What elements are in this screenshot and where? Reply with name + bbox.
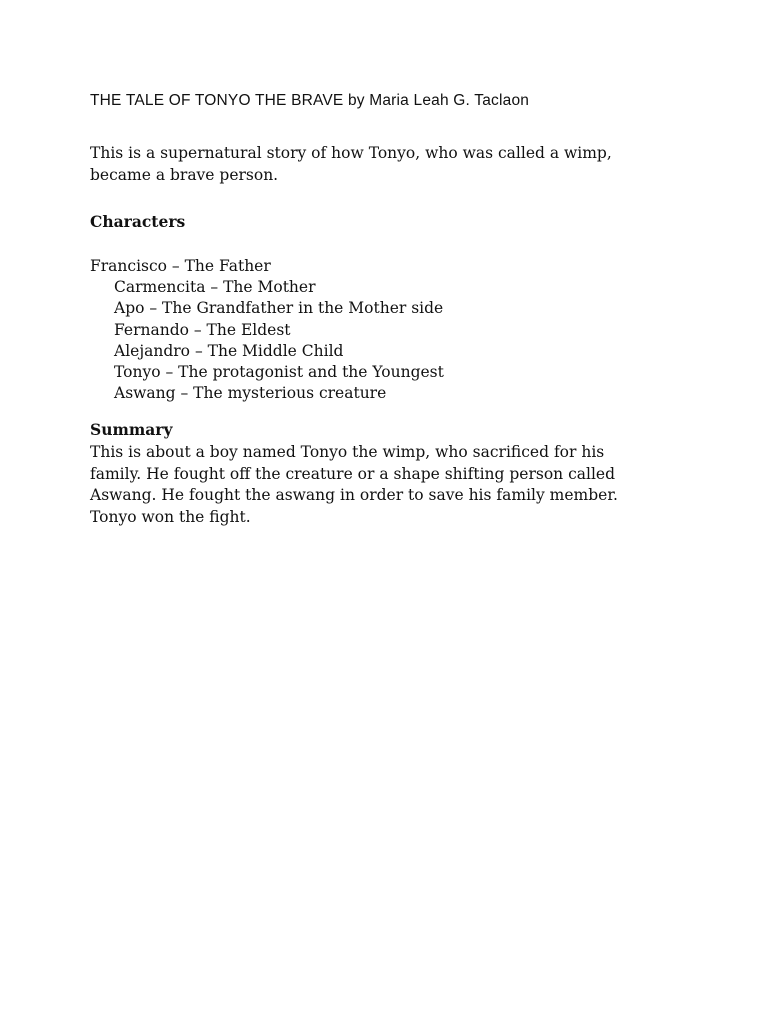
intro-line: This is a supernatural story of how Tonyo, who was called a wimp, bbox=[90, 144, 612, 162]
character-item: Aswang – The mysterious creature bbox=[114, 384, 387, 403]
characters-heading: Characters bbox=[90, 212, 186, 231]
summary-line: family. He fought off the creature or a shape shifting person called bbox=[90, 464, 615, 483]
document-title: THE TALE OF TONYO THE BRAVE by Maria Leah G. Taclaon bbox=[90, 92, 530, 109]
summary-paragraph bbox=[90, 442, 690, 528]
intro-paragraph bbox=[90, 143, 690, 186]
summary-line: This is about a boy named Tonyo the wimp, who sacrificed for his bbox=[90, 443, 605, 461]
character-item: Carmencita – The Mother bbox=[114, 278, 316, 297]
summary-line: Aswang. He fought the aswang in order to save his family member. bbox=[90, 486, 618, 504]
character-item: Alejandro – The Middle Child bbox=[114, 341, 344, 360]
character-item: Tonyo – The protagonist and the Youngest bbox=[114, 363, 444, 382]
characters-list bbox=[90, 256, 690, 404]
character-item: Fernando – The Eldest bbox=[114, 320, 291, 339]
character-item: Francisco – The Father bbox=[90, 257, 271, 275]
intro-line: became a brave person. bbox=[90, 165, 279, 184]
character-item: Apo – The Grandfather in the Mother side bbox=[114, 299, 444, 318]
summary-line: Tonyo won the fight. bbox=[90, 507, 251, 526]
summary-heading: Summary bbox=[90, 420, 173, 439]
